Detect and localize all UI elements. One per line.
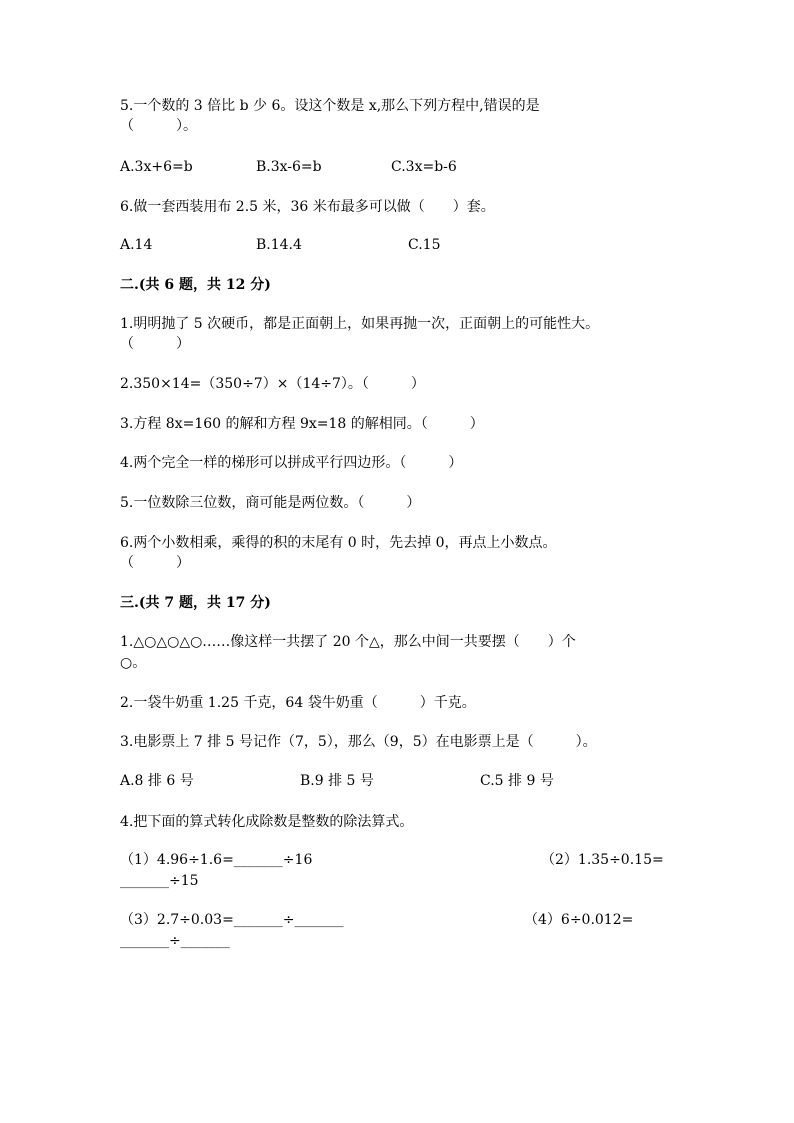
option-a: A.8 排 6 号	[120, 773, 194, 789]
option-b: B.14.4	[256, 237, 302, 253]
division-item-4-cont: _______÷_______	[120, 933, 230, 949]
option-c: C.5 排 9 号	[480, 773, 554, 789]
division-item-3: （3）2.7÷0.03=_______÷_______	[120, 912, 344, 928]
question-text: 5.一个数的 3 倍比 b 少 6。设这个数是 x,那么下列方程中,错误的是	[120, 98, 540, 114]
option-c: C.3x=b-6	[391, 159, 457, 175]
option-a: A.3x+6=b	[120, 159, 193, 175]
question-text: 3.方程 8x=160 的解和方程 9x=18 的解相同。（ ）	[120, 416, 484, 432]
question-text: 6.两个小数相乘，乘得的积的末尾有 0 时，先去掉 0，再点上小数点。	[120, 535, 557, 551]
question-text: 3.电影票上 7 排 5 号记作（7，5），那么（9，5）在电影票上是（ ）。	[120, 734, 597, 750]
division-item-4: （4）6÷0.012=	[524, 912, 634, 928]
option-a: A.14	[120, 237, 153, 253]
question-text: 4.把下面的算式转化成除数是整数的除法算式。	[120, 814, 414, 830]
answer-blank: （ ）。	[120, 118, 197, 134]
question-text: 6.做一套西装用布 2.5 米，36 米布最多可以做（ ）套。	[120, 199, 495, 215]
question-text: 1.△○△○△○……像这样一共摆了 20 个△，那么中间一共要摆（ ）个	[120, 634, 576, 650]
division-item-2: （2）1.35÷0.15=	[541, 852, 664, 868]
section-heading: 二.(共 6 题，共 12 分)	[120, 277, 271, 293]
division-item-2-cont: _______÷15	[120, 873, 199, 889]
question-text: 2.一袋牛奶重 1.25 千克，64 袋牛奶重（ ）千克。	[120, 695, 476, 711]
option-c: C.15	[408, 237, 441, 253]
option-b: B.3x-6=b	[256, 159, 322, 175]
question-text-cont: ○。	[120, 655, 147, 671]
question-text: 4.两个完全一样的梯形可以拼成平行四边形。（ ）	[120, 455, 463, 471]
answer-blank: （ ）	[120, 336, 190, 352]
question-text: 1.明明抛了 5 次硬币，都是正面朝上，如果再抛一次，正面朝上的可能性大。	[120, 316, 600, 332]
division-item-1: （1）4.96÷1.6=_______÷16	[120, 852, 313, 868]
question-text: 2.350×14=（350÷7）×（14÷7）。（ ）	[120, 376, 425, 392]
answer-blank: （ ）	[120, 555, 190, 571]
section-heading: 三.(共 7 题，共 17 分)	[120, 595, 271, 611]
question-text: 5.一位数除三位数，商可能是两位数。（ ）	[120, 495, 421, 511]
option-b: B.9 排 5 号	[300, 773, 374, 789]
